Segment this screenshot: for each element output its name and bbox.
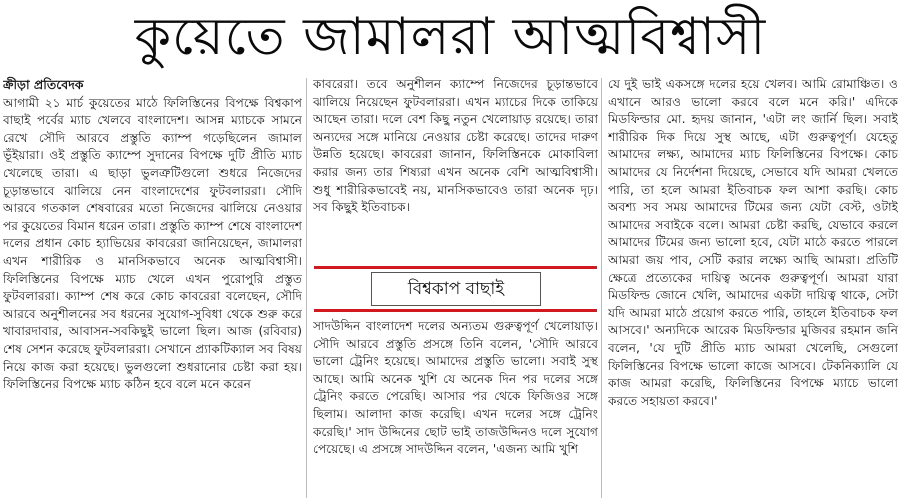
- headline: কুয়েতে জামালরা আত্মবিশ্বাসী: [134, 7, 767, 67]
- column-divider-2: [601, 78, 602, 498]
- column-3-text: যে দুই ভাই একসঙ্গে দলের হয়ে খেলব। আমি রোমাঞ্চিত। ও এখানে আরও ভালো করবে বলে মনে করি।' এদিকে মিডফিল্ডার মো. হৃদয় জানান, 'এটা লং জার্নি ছিল। সবাই শারীরিক দিক দিয়ে সুস্থ আছে, এটা গুরুত্বপূর্ণ। যেহেতু আমাদের লক্ষ্য, আমাদের ম্যাচ ফিলিস্তিনের বিপক্ষে। কোচ আমাদের যে নির্দেশনা দিয়েছে, সেভাবে যদি আমরা খেলতে পারি, তা হলে আমরা ইতিবাচক ফল আশা করছি। কোচ অবশ্য সব সময় আমাদের টিমের জন্য যেটা বেস্ট, ওটাই আমাদের সবাইকে বলে। আমরা চেষ্টা করছি, যেভাবে করলে আমাদের টিমের জন্য ভালো হবে, যেটা মাঠে করতে পারলে আমরা জয় পাব, সেটি করার লক্ষ্যে আছি আমরা। প্রতিটি ক্ষেত্রে প্রত্যেকের দায়িত্ব অনেক গুরুত্বপূর্ণ। আমরা যারা মিডফিল্ড জোনে খেলি, আমাদের একটা দায়িত্ব থাকে, সেটা যদি আমরা মাঠে প্রয়োগ করতে পারি, তাহলে ইতিবাচক ফল আসবে।' অন্যদিকে আরেক মিডফিল্ডার মুজিবর রহমান জনি বলেন, 'যে দুটি প্রীতি ম্যাচ আমরা খেলেছি, সেগুলো ফিলিস্তিনের বিপক্ষে ভালো কাজে আসবে। টেকনিক্যালি যে কাজ আমরা করেছি, ফিলিস্তিনের বিপক্ষে ম্যাচে ভালো করতে সহায়তা করবে।': [608, 77, 898, 408]
- column-divider-1: [306, 78, 307, 498]
- column-2-bottom-text: সাদউদ্দিন বাংলাদেশ দলের অন্যতম গুরুত্বপূর্ণ খেলোয়াড়। সৌদি আরবে প্রস্তুতি প্রসঙ্গে তিনি বলেন, 'সৌদি আরবে ভালো ট্রেনিং হয়েছে। আমাদের প্রস্তুতি ভালো। সবাই সুস্থ আছে। আমি অনেক খুশি যে অনেক দিন পর দলের সঙ্গে ট্রেনিং করতে পেরেছি। আসার পর থেকে ফিজিওর সঙ্গে ছিলাম। আলাদা কাজ করেছি। এখন দলের সঙ্গে ট্রেনিং করেছি।' সাদ উদ্দিনের ছোট ভাই তাজউদ্দিনও দলে সুযোগ পেয়েছে। এ প্রসঙ্গে সাদউদ্দিন বলেন, 'এজন্য আমি খুশি: [313, 319, 598, 457]
- article-column-3: [608, 76, 898, 502]
- subhead-band: [314, 266, 597, 312]
- column-2-top-text: কাবরেরা। তবে অনুশীলন ক্যাম্পে নিজেদের চূড়ান্তভাবে ঝালিয়ে নিয়েছেন ফুটবলাররা। এখন ম্যাচের দিকে তাকিয়ে আছেন তারা। দলে বেশ কিছু নতুন খেলোয়াড় রয়েছে। তারা অন্যদের সঙ্গে মানিয়ে নেওয়ার চেষ্টা করেছে। তাদের দারুণ উন্নতি হয়েছে। কাবরেরা জানান, ফিলিস্তিনকে মোকাবিলা করার জন্য তার শিষ্যরা এখন অনেক বেশি আত্মবিশ্বাসী। শুধু শারীরিকভাবেই নয়, মানসিকভাবেও তারা অনেক দৃঢ়। সব কিছুই ইতিবাচক।: [313, 77, 598, 215]
- article-column-2: [313, 76, 598, 262]
- article-column-1: [3, 76, 302, 502]
- byline: ক্রীড়া প্রতিবেদক: [3, 77, 84, 92]
- subhead-title: বিশ্বকাপ বাছাই: [371, 272, 541, 306]
- article-column-2-bottom: [313, 318, 598, 502]
- column-1-text: আগামী ২১ মার্চ কুয়েতের মাঠে ফিলিস্তিনের বিপক্ষে বিশ্বকাপ বাছাই পর্বের ম্যাচ খেলবে বাংলাদেশ। আসন্ন ম্যাচকে সামনে রেখে সৌদি আরবে প্রস্তুতি ক্যাম্প গড়েছিলেন জামাল ভূঁইয়ারা। ওই প্রস্তুতি ক্যাম্পে সুদানের বিপক্ষে দুটি প্রীতি ম্যাচ খেলেছে তারা। এ ছাড়া ভুলত্রুটিগুলো শুধরে নিজেদের চূড়ান্তভাবে ঝালিয়ে নেন বাংলাদেশের ফুটবলাররা। সৌদি আরবে গতকাল শেষবারের মতো নিজেদের ঝালিয়ে নেওয়ার পর কুয়েতের বিমান ধরেন তারা। প্রস্তুতি ক্যাম্প শেষে বাংলাদেশ দলের প্রধান কোচ হ্যাভিয়ের কাবরেরা জানিয়েছেন, জামালরা এখন শারীরিক ও মানসিকভাবে অনেক আত্মবিশ্বাসী। ফিলিস্তিনের বিপক্ষে ম্যাচ খেলে এখন পুরোপুরি প্রস্তুত ফুটবলাররা। ক্যাম্প শেষ করে কোচ কাবরেরা বলেছেন, সৌদি আরবে অনুশীলনের সব ধরনের সুযোগ-সুবিধা থেকে শুরু করে খাবারদাবার, আবাসন-সবকিছুই ভালো ছিল। আজ (রবিবার) শেষ সেশন করেছে ফুটবলাররা। সেখানে প্র্যাকটিক্যাল সব বিষয় নিয়ে কাজ করা হয়েছে। ভুলগুলো শুধরানোর চেষ্টা করা হয়। ফিলিস্তিনের বিপক্ষে ম্যাচ কঠিন হবে বলে মনে করেন: [3, 95, 302, 392]
